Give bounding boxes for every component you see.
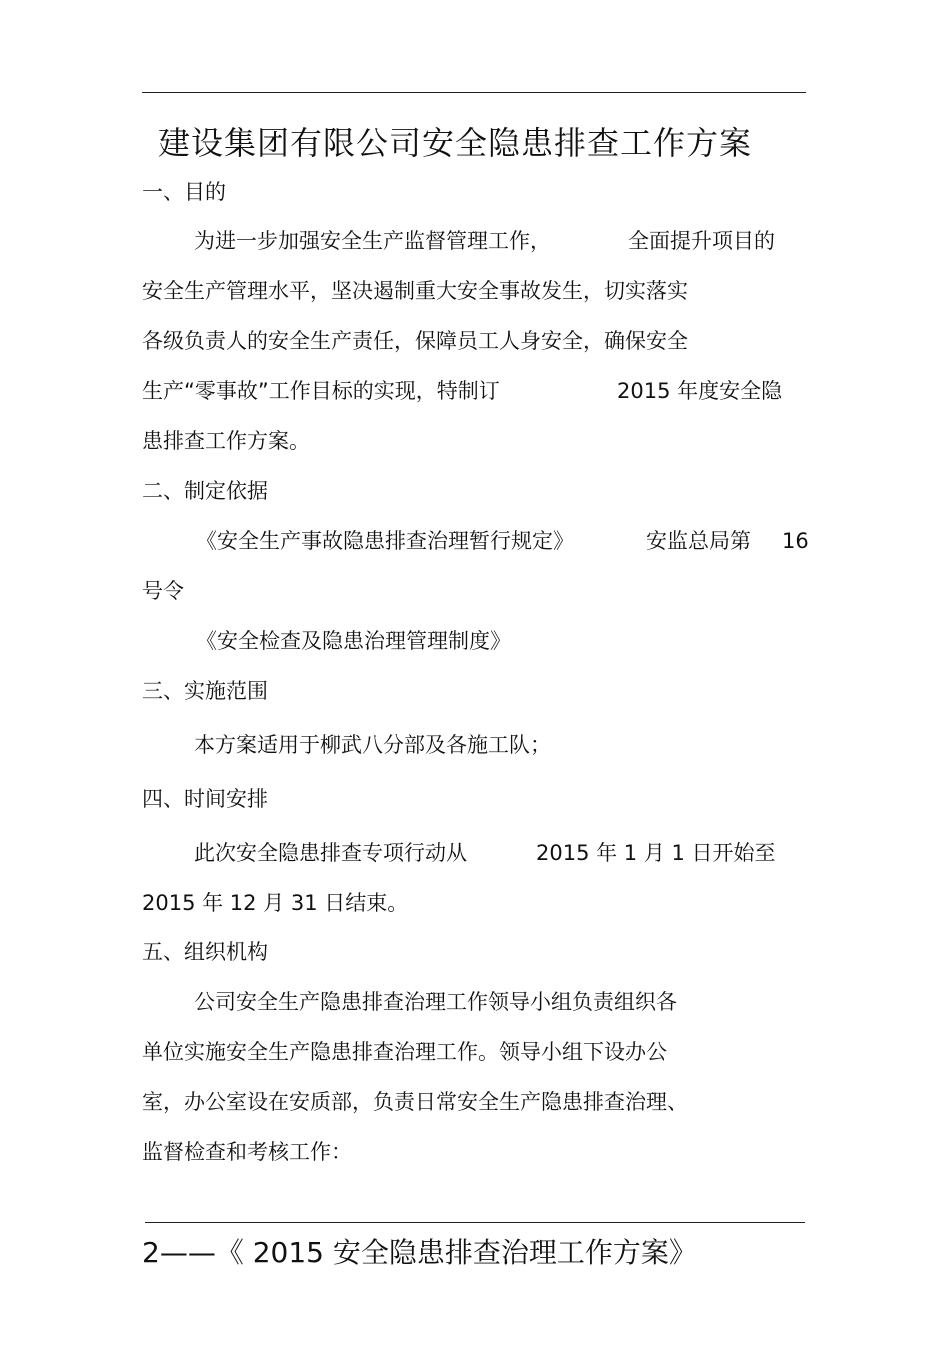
s5-line-2: 单位实施安全生产隐患排查治理工作。领导小组下设办公 — [142, 1040, 667, 1064]
s4-line-1a: 此次安全隐患排查专项行动从 — [194, 841, 467, 865]
s2-line-1a: 《安全生产事故隐患排查治理暂行规定》 — [196, 529, 574, 553]
s1-paragraph-line-3: 各级负责人的安全生产责任，保障员工人身安全，确保安全 — [142, 329, 688, 353]
document-title: 建设集团有限公司安全隐患排查工作方案 — [158, 124, 753, 162]
s5-line-4: 监督检查和考核工作： — [142, 1140, 352, 1164]
footer-rule — [145, 1222, 805, 1223]
s1-paragraph-line-4b: 2015 年度安全隐 — [617, 379, 783, 403]
s2-line-1b: 安监总局第 — [646, 529, 751, 553]
s1-paragraph-line-4a: 生产“零事故”工作目标的实现，特制订 — [142, 379, 500, 403]
section-5-heading: 五、组织机构 — [142, 940, 268, 964]
s1-paragraph-line-1b: 全面提升项目的 — [628, 229, 775, 253]
section-4-heading: 四、时间安排 — [142, 787, 268, 811]
page-footer: 2——《 2015 安全隐患排查治理工作方案》 — [142, 1236, 697, 1269]
s4-line-1b: 2015 年 1 月 1 日开始至 — [536, 841, 776, 865]
s2-line-2: 号令 — [142, 579, 184, 603]
s1-paragraph-line-2: 安全生产管理水平，坚决遏制重大安全事故发生，切实落实 — [142, 279, 688, 303]
s2-line-1c: 16 — [782, 529, 809, 553]
section-2-heading: 二、制定依据 — [142, 479, 268, 503]
s5-line-1: 公司安全生产隐患排查治理工作领导小组负责组织各 — [194, 990, 677, 1014]
s3-line-1: 本方案适用于柳武八分部及各施工队； — [194, 733, 551, 757]
section-3-heading: 三、实施范围 — [142, 679, 268, 703]
s5-line-3: 室，办公室设在安质部，负责日常安全生产隐患排查治理、 — [142, 1090, 688, 1114]
s2-line-3: 《安全检查及隐患治理管理制度》 — [196, 629, 511, 653]
top-rule — [142, 92, 806, 93]
s4-line-2: 2015 年 12 月 31 日结束。 — [142, 891, 409, 915]
s1-paragraph-line-1a: 为进一步加强安全生产监督管理工作， — [194, 229, 551, 253]
s1-paragraph-line-5: 患排查工作方案。 — [142, 429, 310, 453]
section-1-heading: 一、目的 — [142, 180, 226, 204]
